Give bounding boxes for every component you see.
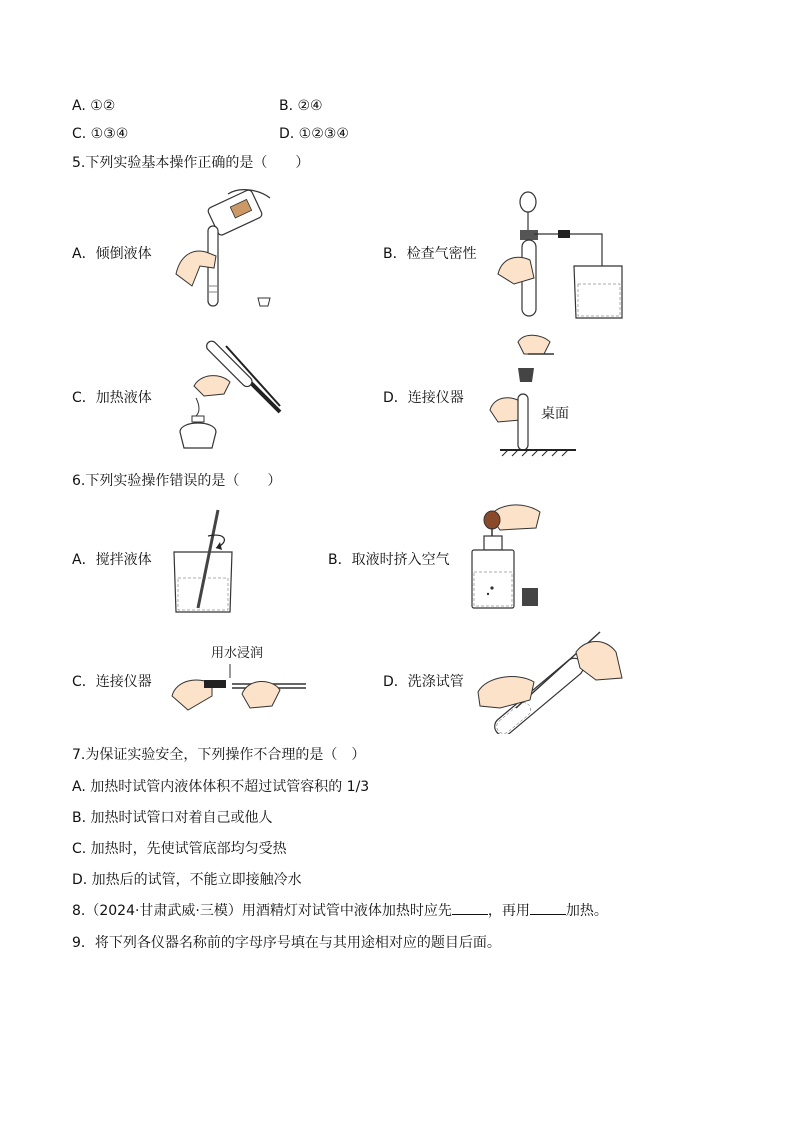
q4-option-d: D. ①②③④	[279, 126, 349, 142]
q5-option-c: C．加热液体	[72, 390, 152, 406]
q8-part2: ，再用	[487, 903, 530, 919]
q8-part1: 8.（2024·甘肃武威·三模）用酒精灯对试管中液体加热时应先	[72, 903, 452, 919]
q8-blank-2[interactable]	[530, 902, 566, 915]
q8-part3: 加热。	[565, 903, 608, 919]
connect-tube-figure	[168, 660, 310, 718]
q8-line	[72, 902, 608, 920]
pour-liquid-figure	[170, 186, 282, 318]
q6-option-c: C．连接仪器	[72, 674, 152, 690]
moisten-label: 用水浸润	[211, 646, 264, 661]
q6-stem: 6.下列实验操作错误的是（ ）	[72, 473, 282, 489]
q4-option-a: A. ①②	[72, 98, 116, 114]
connect-instrument-figure	[484, 332, 580, 458]
q6-option-d: D．洗涤试管	[383, 674, 464, 690]
q4-option-b: B. ②④	[279, 98, 323, 114]
q7-option-b: B. 加热时试管口对着自己或他人	[72, 810, 273, 826]
heat-liquid-figure	[170, 336, 284, 452]
q4-option-c: C. ①③④	[72, 126, 129, 142]
q7-option-d: D. 加热后的试管，不能立即接触冷水	[72, 872, 302, 888]
desk-label: 桌面	[541, 406, 569, 422]
q5-option-d: D．连接仪器	[383, 390, 464, 406]
q7-stem: 7.为保证实验安全，下列操作不合理的是（ ）	[72, 747, 366, 763]
q5-stem: 5.下列实验基本操作正确的是（ ）	[72, 155, 310, 171]
q8-blank-1[interactable]	[452, 902, 488, 915]
dropper-figure	[470, 502, 544, 610]
q7-option-a: A. 加热时试管内液体体积不超过试管容积的 1/3	[72, 779, 370, 795]
q9-stem: 9．将下列各仪器名称前的字母序号填在与其用途相对应的题目后面。	[72, 935, 501, 951]
stir-liquid-figure	[170, 508, 236, 614]
q5-option-b: B．检查气密性	[383, 246, 477, 262]
wash-tube-figure	[476, 628, 626, 734]
q6-option-a: A．搅拌液体	[72, 552, 152, 568]
q6-option-b: B．取液时挤入空气	[328, 552, 450, 568]
q5-option-a: A．倾倒液体	[72, 246, 152, 262]
airtightness-figure	[494, 188, 630, 322]
q7-option-c: C. 加热时，先使试管底部均匀受热	[72, 841, 287, 857]
